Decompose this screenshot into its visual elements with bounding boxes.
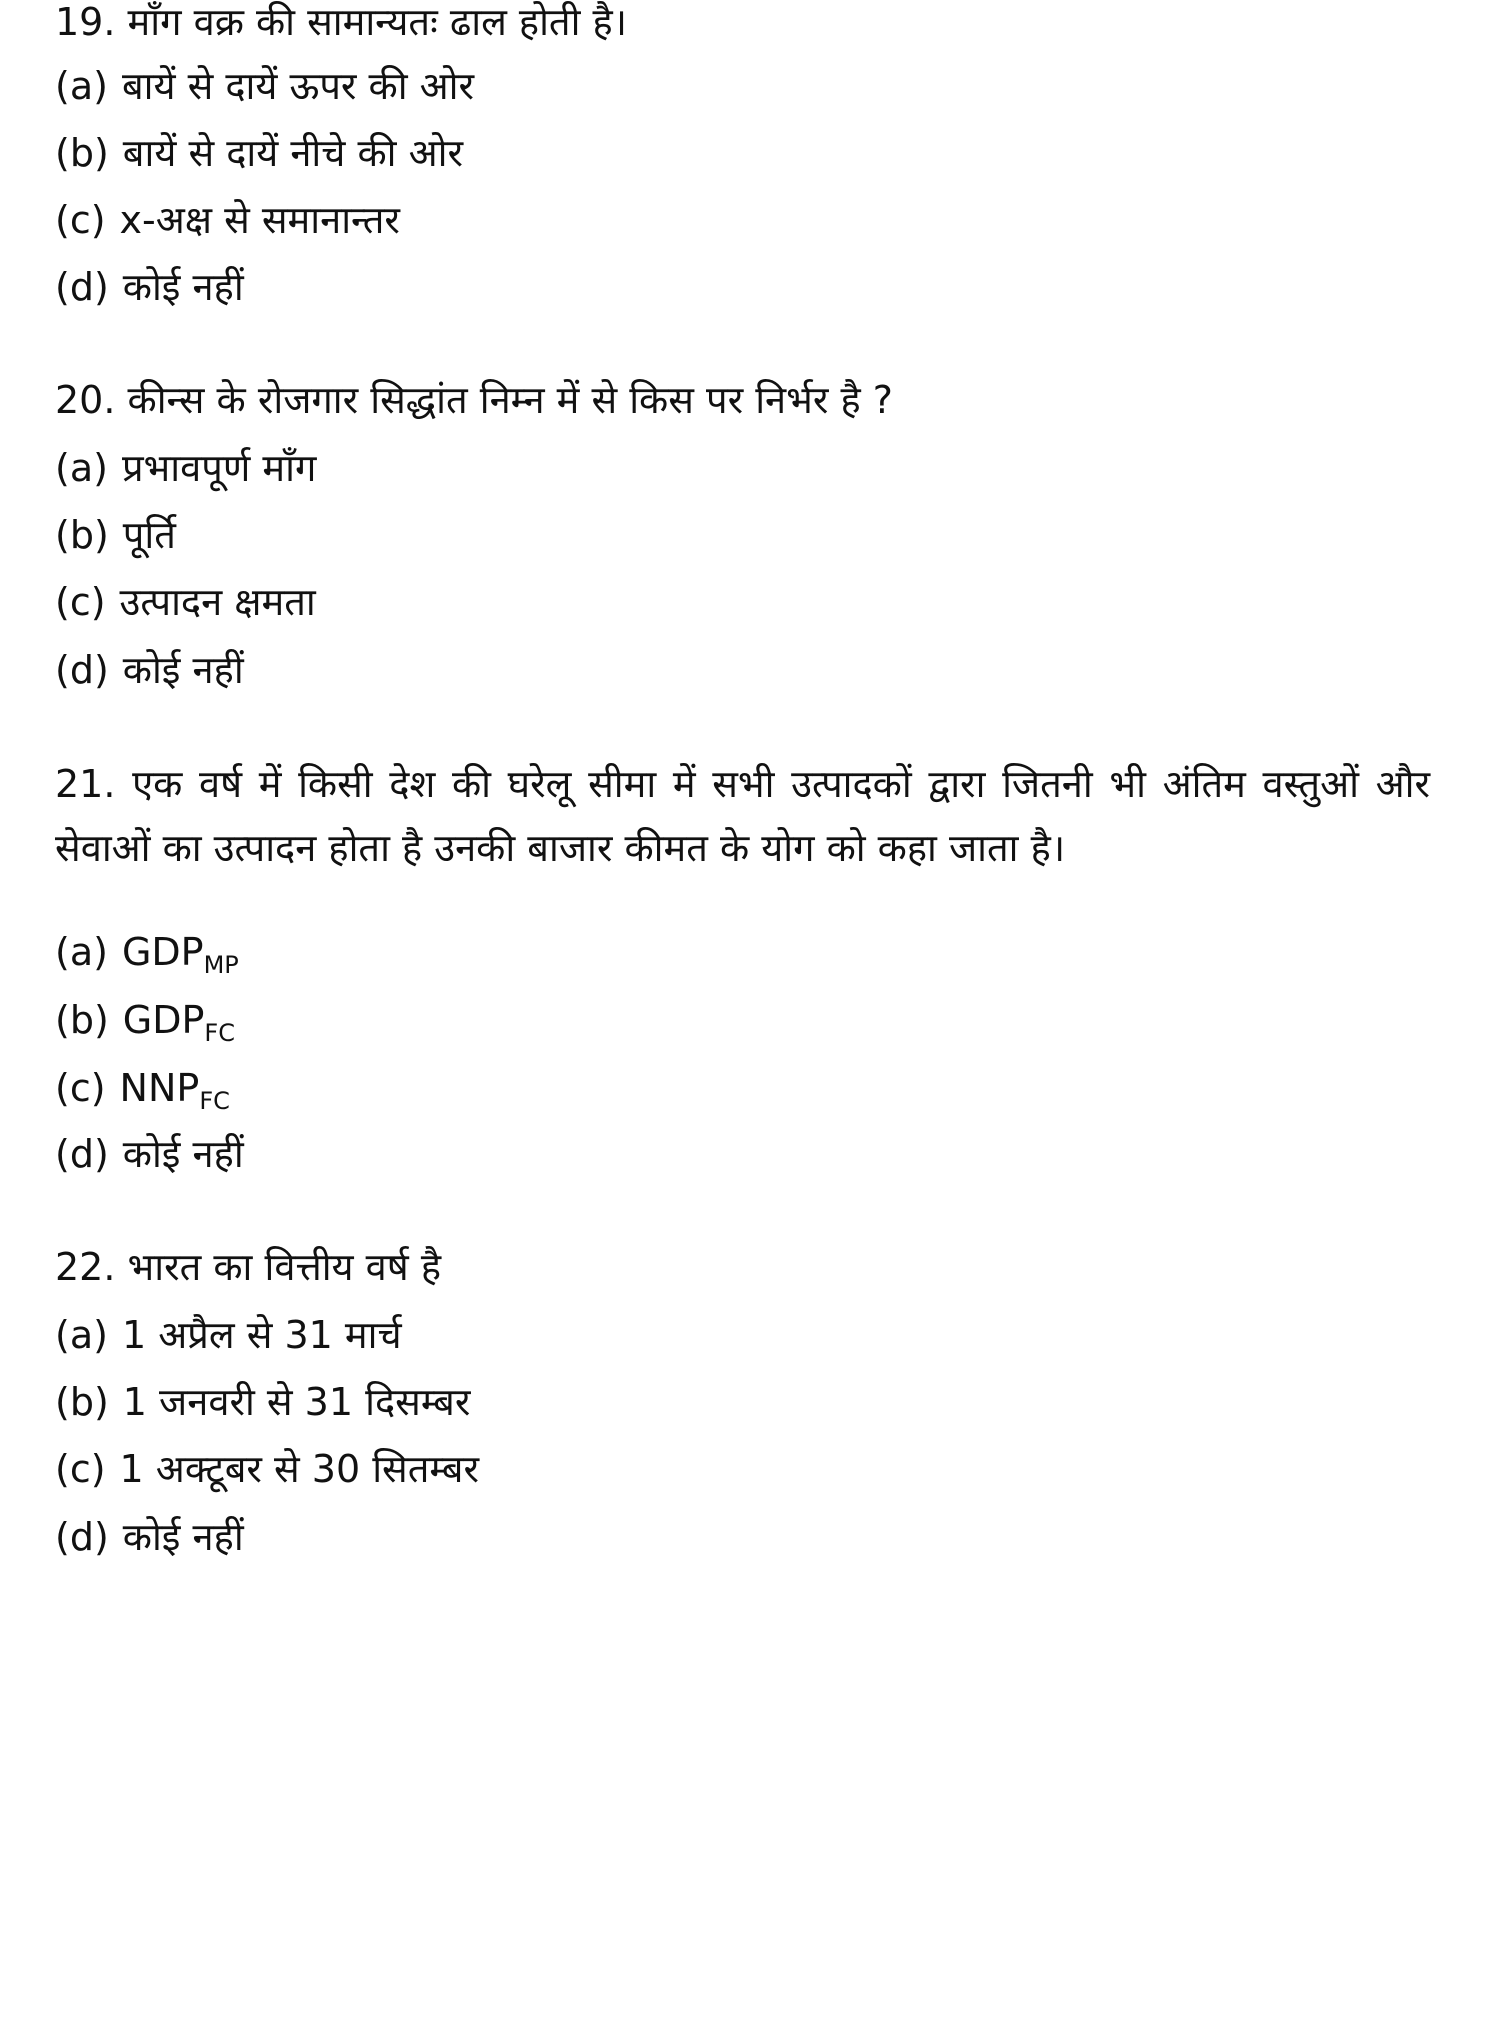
option-label: (d) xyxy=(55,1515,109,1559)
option-text: बायें से दायें ऊपर की ओर xyxy=(121,64,475,108)
option-text: पूर्ति xyxy=(122,513,176,557)
question-20-option-b xyxy=(55,513,176,557)
question-21-option-b xyxy=(55,998,235,1047)
option-label: (b) xyxy=(55,998,109,1042)
question-22-option-b xyxy=(55,1380,470,1424)
option-label: (b) xyxy=(55,131,109,175)
option-text: कोई नहीं xyxy=(122,265,244,309)
question-21-option-c xyxy=(55,1066,230,1115)
question-20-option-d xyxy=(55,648,244,692)
option-label: (c) xyxy=(55,1447,106,1491)
option-text: GDP xyxy=(122,998,205,1042)
option-subscript: FC xyxy=(199,1087,230,1115)
option-label: (c) xyxy=(55,198,106,242)
option-text: बायें से दायें नीचे की ओर xyxy=(122,131,464,175)
option-label: (a) xyxy=(55,64,108,108)
option-text: कोई नहीं xyxy=(122,648,244,692)
question-19-option-d xyxy=(55,265,244,309)
option-text: GDP xyxy=(121,930,204,974)
question-text: माँग वक्र की सामान्यतः ढाल होती है। xyxy=(127,0,628,44)
option-label: (c) xyxy=(55,580,106,624)
question-text: कीन्स के रोजगार सिद्धांत निम्न में से किस पर निर्भर है ? xyxy=(127,378,893,422)
option-label: (a) xyxy=(55,930,108,974)
question-21 xyxy=(55,752,1430,880)
option-text: NNP xyxy=(119,1066,200,1110)
option-label: (d) xyxy=(55,265,109,309)
question-20-option-c xyxy=(55,580,316,624)
option-text: 1 जनवरी से 31 दिसम्बर xyxy=(122,1380,471,1424)
option-subscript: MP xyxy=(203,951,239,979)
option-subscript: FC xyxy=(204,1019,235,1047)
question-number: 22. xyxy=(55,1245,116,1289)
question-22-option-c xyxy=(55,1447,479,1491)
option-label: (d) xyxy=(55,1132,109,1176)
option-label: (a) xyxy=(55,1313,108,1357)
option-text: 1 अक्टूबर से 30 सितम्बर xyxy=(119,1447,479,1491)
question-number: 19. xyxy=(55,0,116,44)
option-text: कोई नहीं xyxy=(122,1515,244,1559)
option-text: 1 अप्रैल से 31 मार्च xyxy=(121,1313,402,1357)
question-22-option-a xyxy=(55,1313,402,1357)
option-label: (b) xyxy=(55,513,109,557)
question-number: 20. xyxy=(55,378,116,422)
option-text: x-अक्ष से समानान्तर xyxy=(119,198,400,242)
option-label: (d) xyxy=(55,648,109,692)
question-19-option-a xyxy=(55,64,474,108)
question-19-option-c xyxy=(55,198,400,242)
question-22-option-d xyxy=(55,1515,244,1559)
question-text: भारत का वित्तीय वर्ष है xyxy=(127,1245,442,1289)
option-text: उत्पादन क्षमता xyxy=(119,580,316,624)
option-text: प्रभावपूर्ण माँग xyxy=(121,446,317,490)
question-19 xyxy=(55,0,627,44)
question-21-option-a xyxy=(55,930,239,979)
question-20-option-a xyxy=(55,446,316,490)
option-label: (c) xyxy=(55,1066,106,1110)
question-number: 21. xyxy=(55,762,116,806)
option-label: (a) xyxy=(55,446,108,490)
question-20 xyxy=(55,378,893,422)
question-22 xyxy=(55,1245,441,1289)
question-text: एक वर्ष में किसी देश की घरेलू सीमा में सभी उत्पादकों द्वारा जितनी भी अंतिम वस्तुओं और सेवाओं का उत्पादन होता है उनकी बाजार कीमत के योग को कहा जाता है। xyxy=(55,762,1430,870)
question-19-option-b xyxy=(55,131,463,175)
option-text: कोई नहीं xyxy=(122,1132,244,1176)
option-label: (b) xyxy=(55,1380,109,1424)
question-21-option-d xyxy=(55,1132,244,1176)
